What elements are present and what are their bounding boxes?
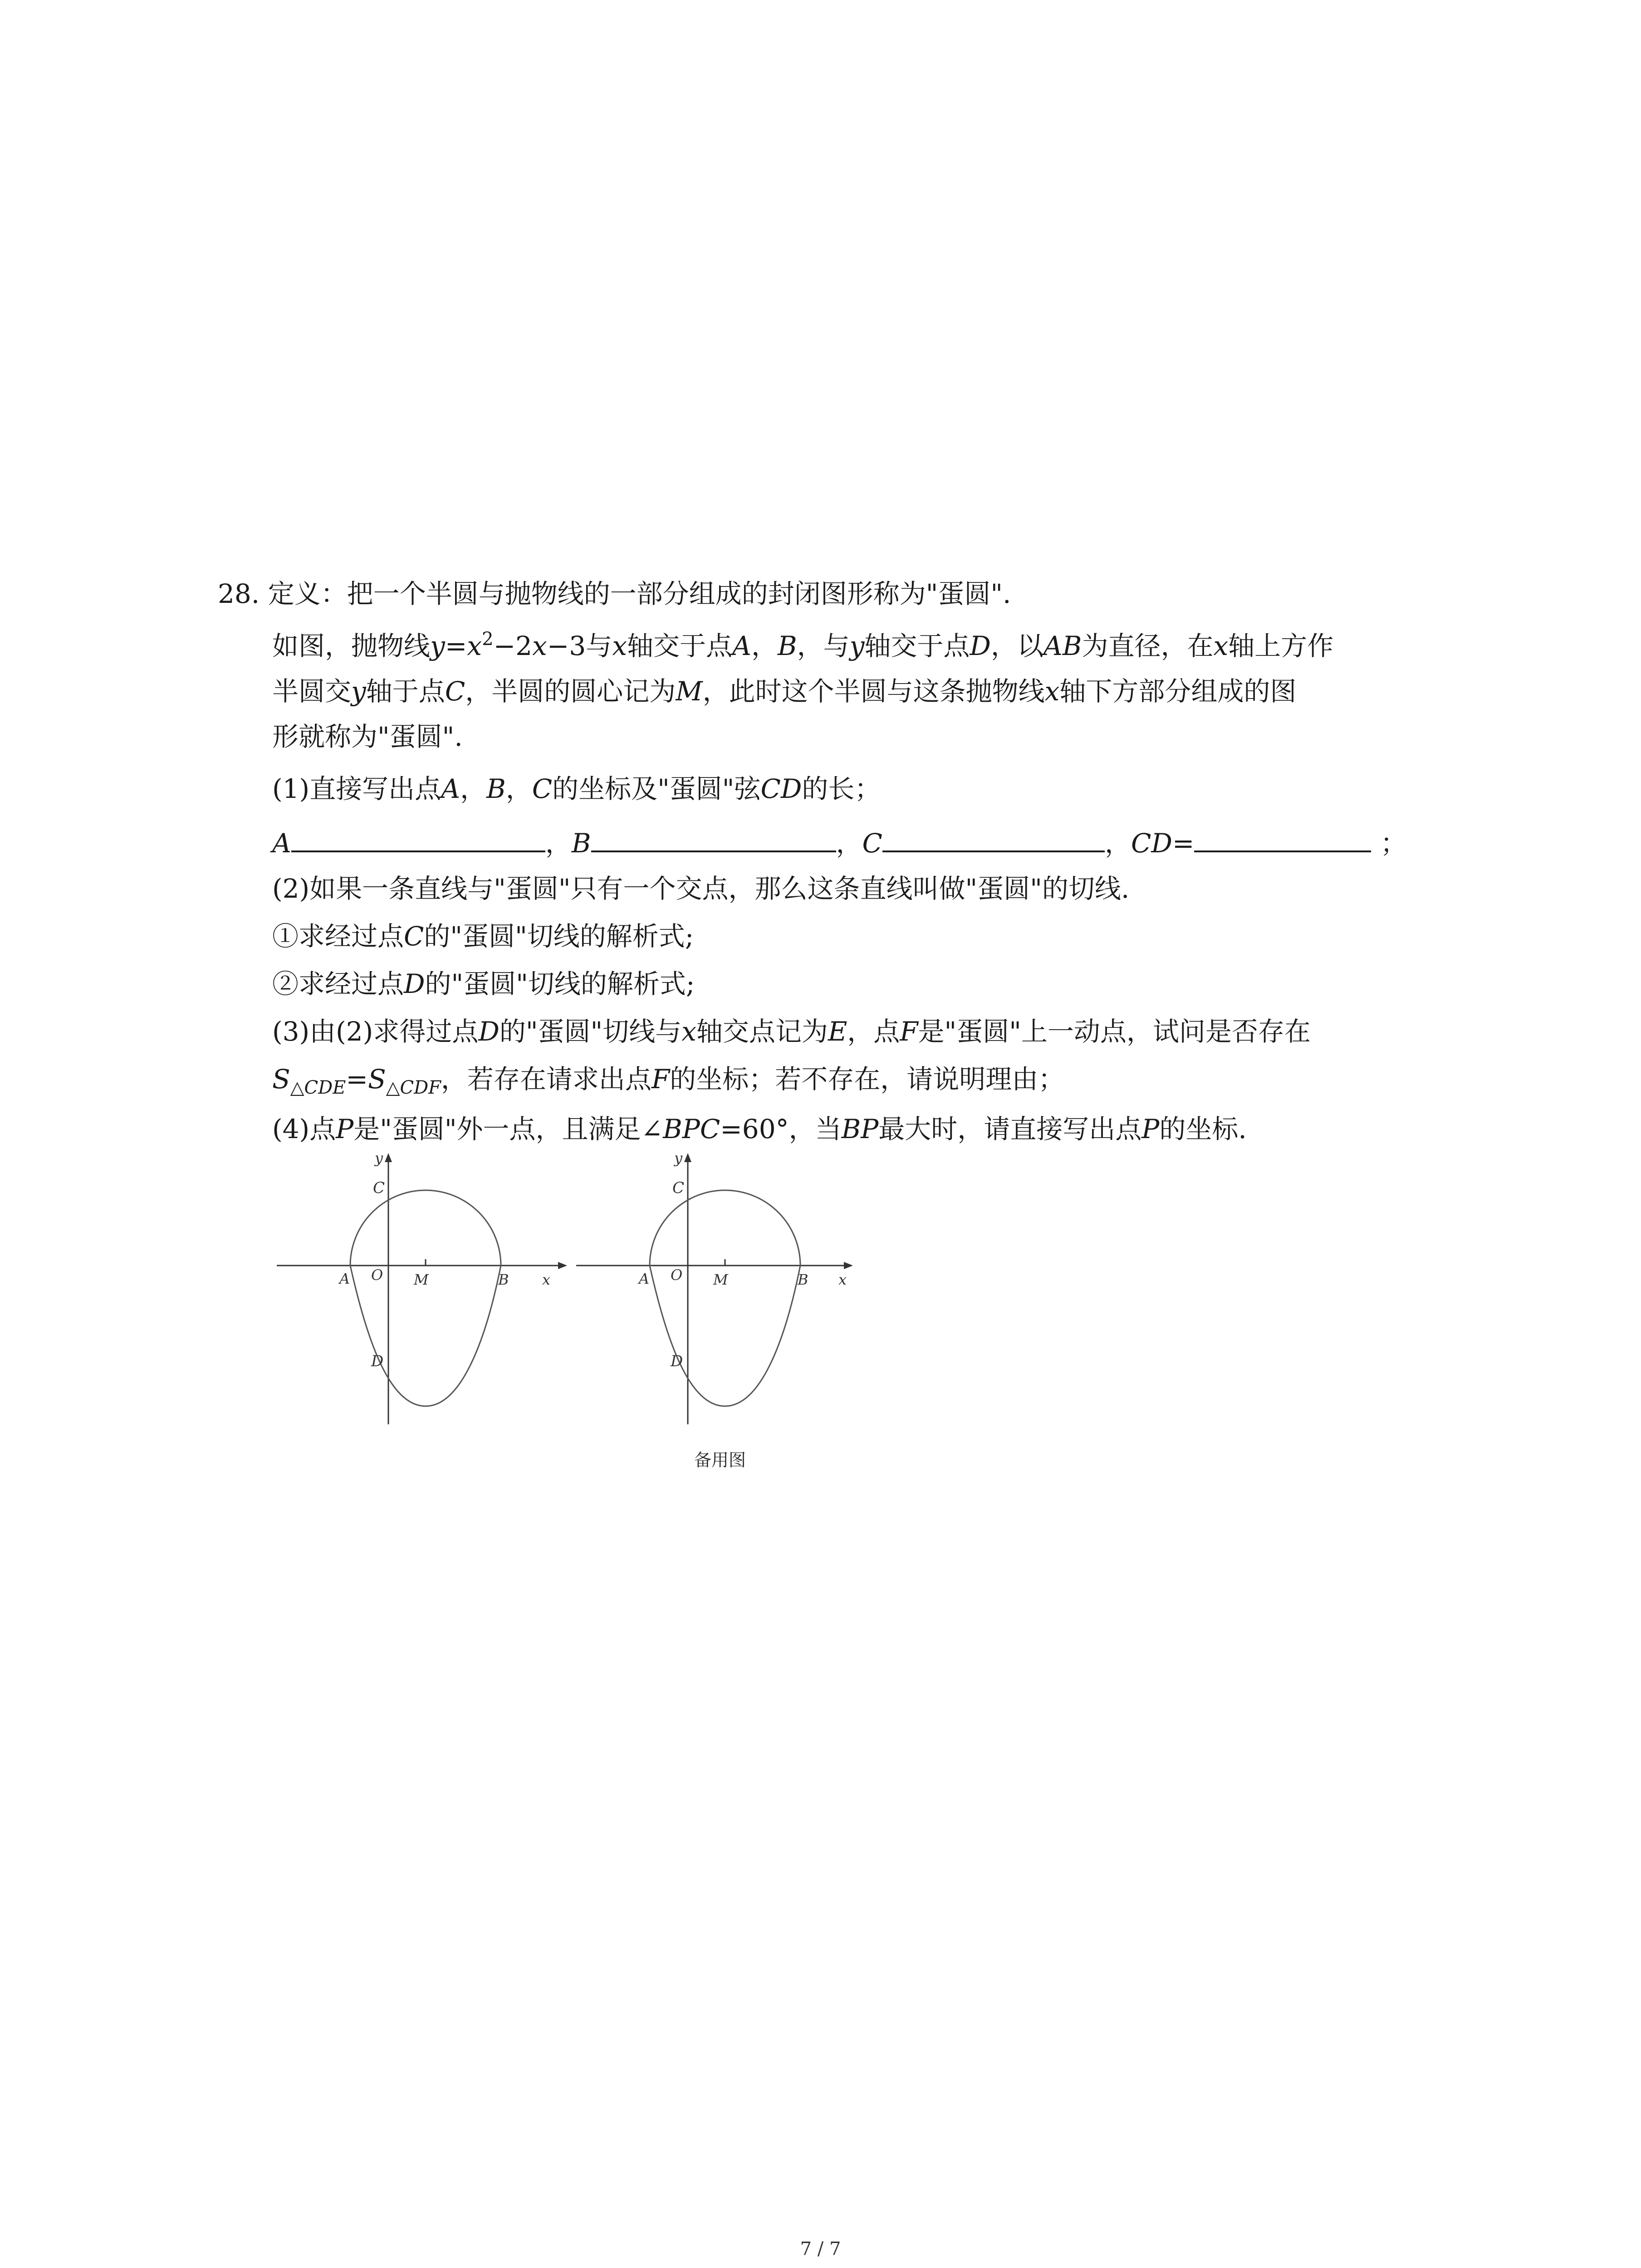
- part-text: 的"蛋圆"切线的解析式;: [425, 968, 695, 999]
- area-subscript: △CDE: [290, 1077, 346, 1098]
- answer-blanks: [272, 828, 1407, 859]
- part-text: ，若存在请求出点: [441, 1064, 652, 1095]
- math-var: y: [351, 676, 366, 707]
- part-2-text: (2)如果一条直线与"蛋圆"只有一个交点，那么这条直线叫做"蛋圆"的切线.: [272, 873, 1130, 904]
- point-label: D: [970, 631, 991, 661]
- x-axis: [576, 1262, 853, 1269]
- part-text: ①求经过点: [272, 921, 404, 952]
- egg-circle-curve: [350, 1190, 501, 1406]
- egg-circle-figure-2: [572, 1152, 871, 1442]
- intro-text: 与: [586, 631, 612, 661]
- part-4-text: [272, 1116, 1247, 1142]
- angle-label: BPC: [663, 1114, 720, 1144]
- part-text: 轴交点记为: [696, 1016, 828, 1047]
- part-text: (3)由(2)求得过点: [272, 1016, 479, 1047]
- point-a-label: A: [639, 1270, 650, 1287]
- part-text: 的坐标.: [1159, 1114, 1247, 1144]
- intro-text: 轴于点: [366, 676, 445, 707]
- point-label: A: [732, 631, 751, 661]
- point-label: M: [676, 676, 703, 707]
- y-axis: [684, 1153, 691, 1424]
- intro-text: 轴交于点: [864, 631, 970, 661]
- y-axis-label: y: [375, 1152, 383, 1167]
- point-a-label: A: [339, 1270, 350, 1287]
- point-m-label: M: [414, 1271, 429, 1288]
- math-var: x: [681, 1016, 696, 1047]
- part-text: ②求经过点: [272, 968, 404, 999]
- part-text: 的坐标；若不存在，请说明理由；: [670, 1064, 1065, 1095]
- math-var: x: [612, 631, 627, 661]
- part-text: 的长；: [802, 773, 881, 804]
- point-o-label: O: [371, 1266, 383, 1284]
- point-label: F: [651, 1064, 670, 1095]
- part-3-text: [272, 1018, 1311, 1045]
- point-d-label: D: [671, 1352, 683, 1370]
- intro-text: ，半圆的圆心记为: [465, 676, 676, 707]
- part-text: 的"蛋圆"切线与: [499, 1016, 682, 1047]
- separator: ，: [1104, 828, 1131, 859]
- intro-text: 半圆交: [272, 676, 352, 707]
- point-label: C: [445, 676, 465, 707]
- x-axis: [277, 1262, 567, 1269]
- segment-label: BP: [841, 1114, 879, 1144]
- area-symbol: S: [272, 1064, 290, 1095]
- separator: ，: [836, 828, 862, 859]
- point-label: D: [404, 968, 425, 999]
- part-2-2-text: [272, 968, 695, 999]
- point-o-label: O: [671, 1266, 683, 1284]
- blank-label-cd: CD=: [1131, 828, 1195, 859]
- intro-text: ，与: [797, 631, 850, 661]
- part-text: (4)点: [272, 1114, 336, 1144]
- x-axis-label: x: [542, 1271, 551, 1288]
- point-label: B: [777, 631, 797, 661]
- point-b-label: B: [498, 1271, 509, 1288]
- math-var: x: [467, 631, 482, 661]
- intro-line-2: [272, 676, 1297, 707]
- intro-text: ，以: [990, 631, 1043, 661]
- math-var: x: [1213, 631, 1229, 661]
- part-1-text: [272, 773, 881, 804]
- figure-caption: 备用图: [694, 1450, 746, 1470]
- part-text: (1)直接写出点: [272, 773, 441, 804]
- math-op: =: [346, 1064, 368, 1095]
- point-label: D: [478, 1016, 500, 1047]
- point-label: P: [336, 1114, 354, 1144]
- answer-blank-a[interactable]: [291, 828, 545, 852]
- part-text: ，: [460, 773, 487, 804]
- question-number: 28.: [218, 578, 260, 609]
- intro-text: 轴下方部分组成的图: [1059, 676, 1297, 707]
- math-var: x: [532, 631, 547, 661]
- separator: ，: [545, 828, 572, 859]
- segment-label: AB: [1043, 631, 1082, 661]
- segment-label: CD: [760, 773, 802, 804]
- point-d-label: D: [371, 1352, 384, 1370]
- point-c-label: C: [373, 1179, 385, 1197]
- intro-text: 轴交于点: [627, 631, 733, 661]
- part-text: 是"蛋圆"外一点，且满足∠: [353, 1114, 663, 1144]
- math-var: y: [849, 631, 865, 661]
- point-label: F: [900, 1016, 918, 1047]
- math-var: x: [1044, 676, 1060, 707]
- part-text: =60°，当: [720, 1114, 842, 1144]
- y-axis: [385, 1153, 392, 1424]
- point-label: C: [532, 773, 553, 804]
- point-label: A: [441, 773, 460, 804]
- part-text: 的坐标及"蛋圆"弦: [552, 773, 761, 804]
- area-subscript: △CDF: [386, 1077, 441, 1098]
- point-label: P: [1141, 1114, 1160, 1144]
- math-op: =: [445, 631, 467, 661]
- intro-text: 为直径，在: [1082, 631, 1214, 661]
- blank-label-a: A: [272, 828, 291, 859]
- math-op: −3: [547, 631, 586, 661]
- blank-label-c: C: [862, 828, 882, 859]
- point-m-label: M: [713, 1271, 728, 1288]
- definition-line: [218, 578, 1011, 609]
- point-c-label: C: [672, 1179, 685, 1197]
- intro-text: 如图，抛物线: [272, 631, 431, 661]
- egg-circle-curve: [650, 1190, 800, 1406]
- part-text: 最大时，请直接写出点: [878, 1114, 1142, 1144]
- answer-blank-cd[interactable]: [1194, 828, 1371, 852]
- part-2-1-text: [272, 921, 694, 952]
- part-text: 的"蛋圆"切线的解析式;: [424, 921, 694, 952]
- point-label: C: [404, 921, 424, 952]
- math-var: y: [430, 631, 445, 661]
- math-op: −2: [493, 631, 533, 661]
- part-text: 是"蛋圆"上一动点，试问是否存在: [918, 1016, 1311, 1047]
- area-symbol: S: [367, 1064, 386, 1095]
- intro-text: ，: [751, 631, 778, 661]
- y-axis-label: y: [674, 1152, 683, 1167]
- separator: ；: [1380, 828, 1407, 859]
- page-number: 7 / 7: [800, 2239, 841, 2259]
- answer-blank-b[interactable]: [591, 828, 836, 852]
- intro-text: 轴上方作: [1228, 631, 1334, 661]
- egg-circle-figure-1: [272, 1152, 572, 1442]
- x-axis-label: x: [838, 1271, 847, 1288]
- math-exponent: 2: [482, 629, 494, 650]
- intro-line-1: [272, 629, 1334, 661]
- definition-text: 定义：把一个半圆与抛物线的一部分组成的封闭图形称为"蛋圆".: [268, 578, 1011, 609]
- blank-label-b: B: [571, 828, 591, 859]
- intro-line-3: 形就称为"蛋圆".: [272, 721, 463, 752]
- answer-blank-c[interactable]: [882, 828, 1105, 852]
- part-3-text-cont: [272, 1064, 1065, 1098]
- point-label: E: [828, 1016, 847, 1047]
- part-text: ，: [505, 773, 532, 804]
- intro-text: ，此时这个半圆与这条抛物线: [702, 676, 1045, 707]
- part-text: ，点: [847, 1016, 900, 1047]
- point-label: B: [486, 773, 506, 804]
- point-b-label: B: [798, 1271, 808, 1288]
